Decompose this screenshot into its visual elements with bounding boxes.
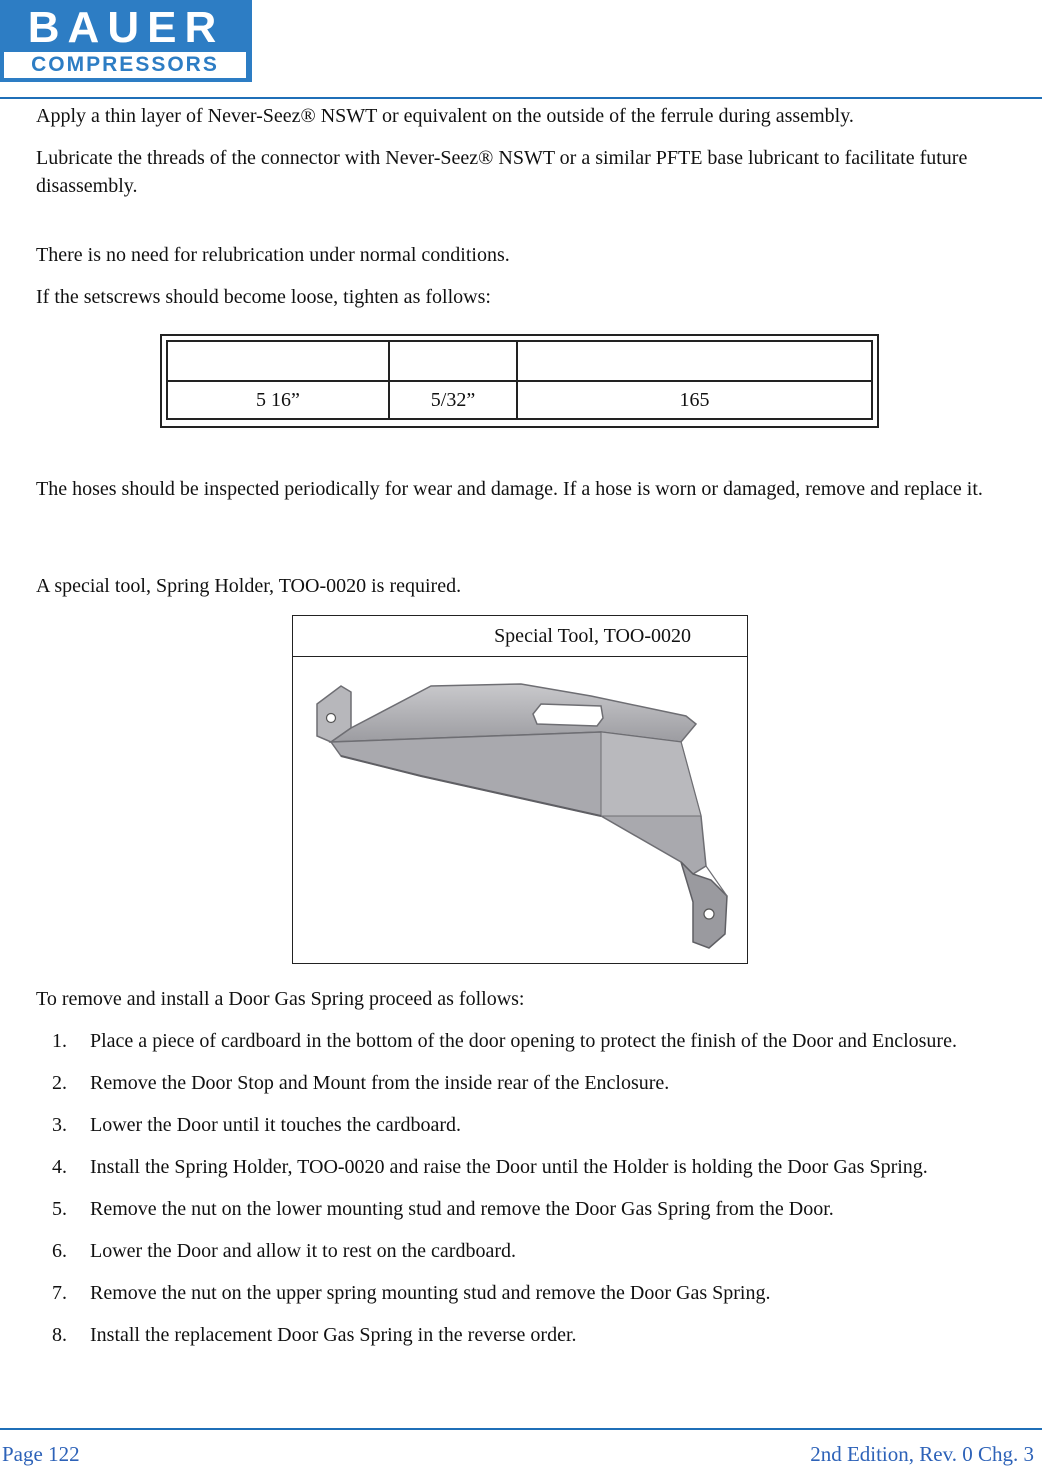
logo-wordmark: BAUER <box>27 3 225 52</box>
step-text: Install the replacement Door Gas Spring in the reverse order. <box>90 1324 577 1346</box>
paragraph-special-tool: A special tool, Spring Holder, TOO-0020 is required. <box>36 575 462 597</box>
paragraph-relubrication: There is no need for relubrication under normal conditions. <box>36 244 510 266</box>
step-number: 1. <box>52 1030 67 1052</box>
edition-label: 2nd Edition, Rev. 0 Chg. 3 <box>810 1442 1034 1466</box>
step-text: Install the Spring Holder, TOO-0020 and raise the Door until the Holder is holding the Door Gas Spring. <box>90 1156 928 1178</box>
step-text: Lower the Door and allow it to rest on the cardboard. <box>90 1240 516 1262</box>
table-row <box>167 381 872 419</box>
footer-rule <box>0 1428 1042 1430</box>
list-item <box>36 1111 1026 1139</box>
list-item <box>36 1195 1026 1223</box>
list-item <box>36 1069 1026 1097</box>
table-header-cell <box>517 341 872 381</box>
spring-holder-illustration <box>301 666 737 958</box>
paragraph-lubricate: Lubricate the threads of the connector with Never-Seez® NSWT or a similar PFTE base lubricant to facilitate future disassembly. <box>36 147 968 197</box>
table-header-cell <box>167 341 389 381</box>
step-text: Remove the Door Stop and Mount from the inside rear of the Enclosure. <box>90 1072 670 1094</box>
paragraph-procedure-intro: To remove and install a Door Gas Spring proceed as follows: <box>36 988 525 1010</box>
step-text: Lower the Door until it touches the cardboard. <box>90 1114 461 1136</box>
step-number: 7. <box>52 1282 67 1304</box>
list-item <box>36 1237 1026 1265</box>
list-item <box>36 1279 1026 1307</box>
table-header-cell <box>389 341 517 381</box>
page-number: Page 122 <box>2 1442 80 1466</box>
step-text: Place a piece of cardboard in the bottom of the door opening to protect the finish of the Door and Enclosure. <box>90 1030 957 1052</box>
header-rule <box>0 97 1042 99</box>
step-number: 3. <box>52 1114 67 1136</box>
step-number: 2. <box>52 1072 67 1094</box>
step-number: 4. <box>52 1156 67 1178</box>
table-header-row <box>167 341 872 381</box>
paragraph-setscrews: If the setscrews should become loose, tighten as follows: <box>36 286 491 308</box>
step-text: Remove the nut on the lower mounting stud and remove the Door Gas Spring from the Door. <box>90 1198 834 1220</box>
paragraph-hoses: The hoses should be inspected periodically for wear and damage. If a hose is worn or damaged, remove and replace it. <box>36 478 983 500</box>
table-cell-key: 5/32” <box>389 381 517 419</box>
setscrew-torque-table <box>160 334 879 428</box>
figure-caption: Special Tool, TOO-0020 <box>293 616 747 657</box>
step-number: 8. <box>52 1324 67 1346</box>
step-text: Remove the nut on the upper spring mounting stud and remove the Door Gas Spring. <box>90 1282 771 1304</box>
step-number: 5. <box>52 1198 67 1220</box>
list-item <box>36 1027 1026 1055</box>
logo-subtitle: COMPRESSORS <box>4 52 246 78</box>
step-number: 6. <box>52 1240 67 1262</box>
special-tool-figure <box>292 615 748 964</box>
table-cell-torque: 165 <box>517 381 872 419</box>
list-item <box>36 1153 1026 1181</box>
paragraph-ferrule: Apply a thin layer of Never-Seez® NSWT or equivalent on the outside of the ferrule during assembly. <box>36 105 854 127</box>
procedure-steps <box>36 1027 1026 1363</box>
table-cell-size: 5 16” <box>167 381 389 419</box>
list-item <box>36 1321 1026 1349</box>
bauer-logo <box>0 0 252 82</box>
